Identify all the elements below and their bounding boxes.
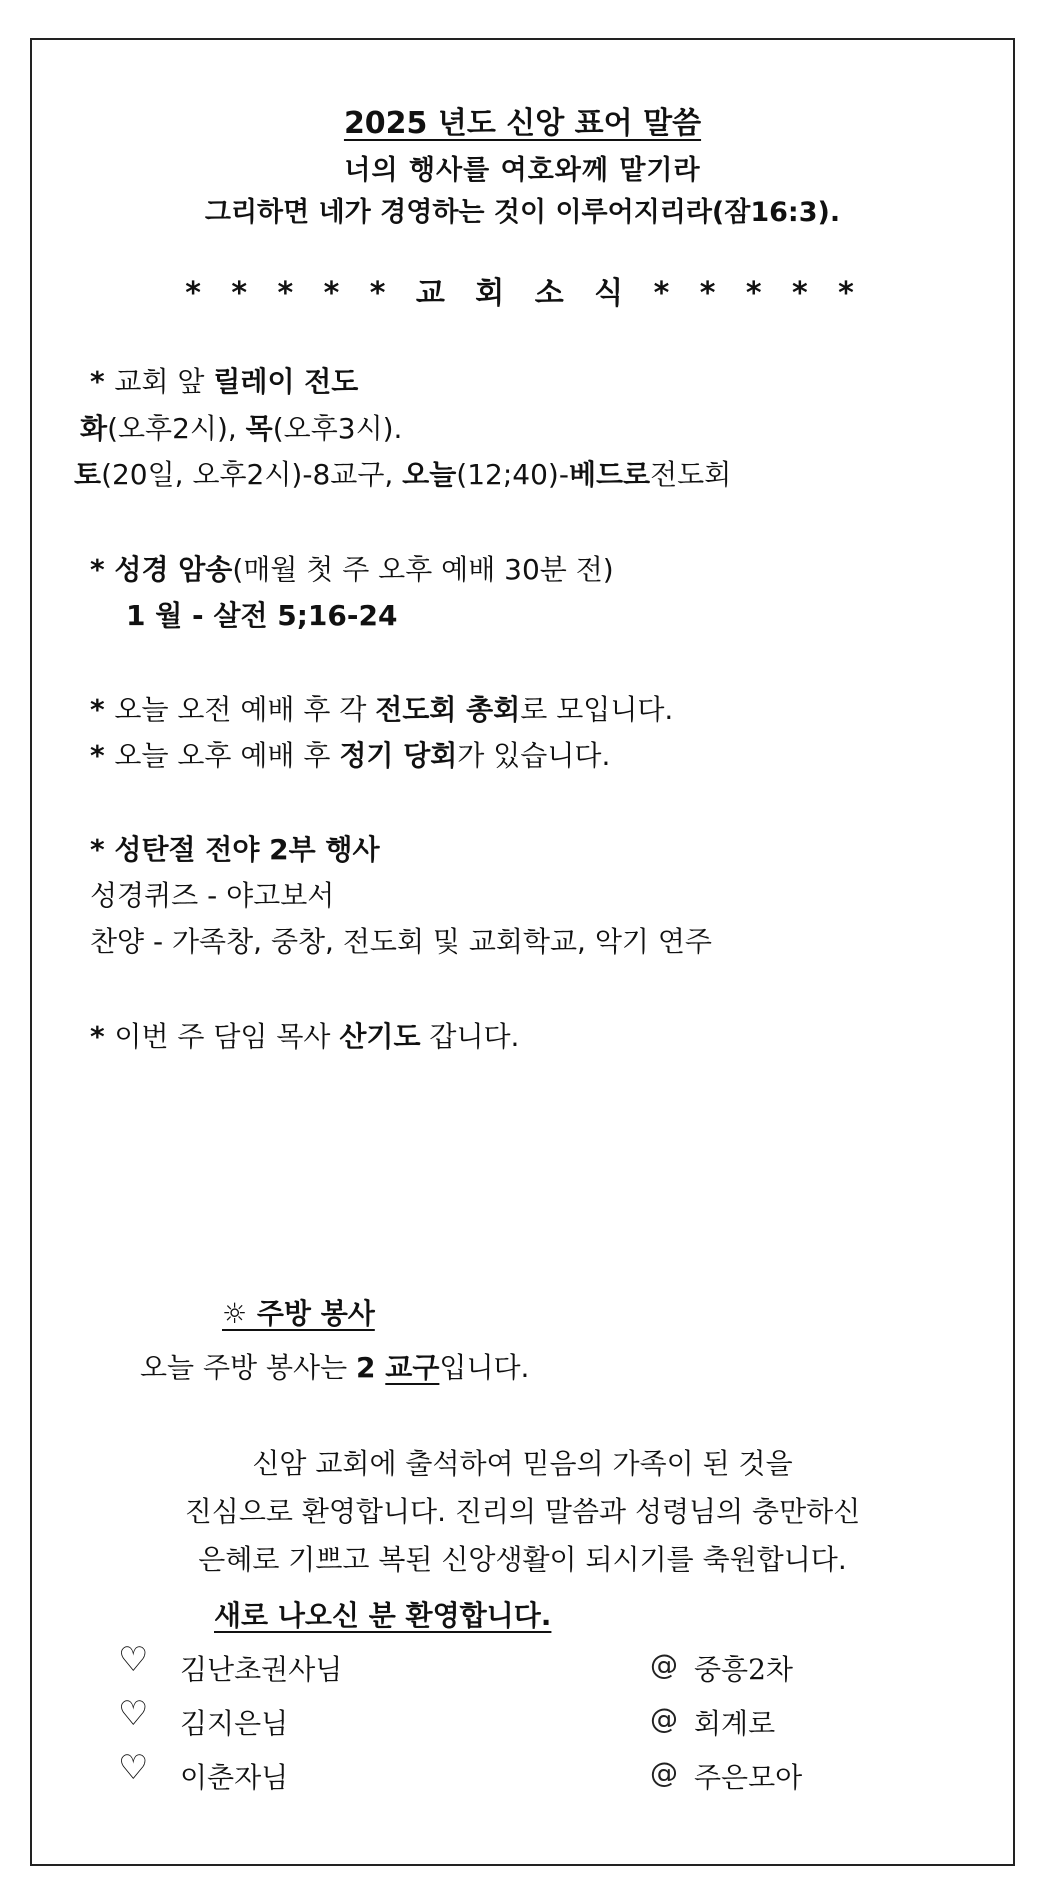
heart-outline-icon: ♡ (118, 1640, 149, 1680)
mountain-prayer-a: 이번 주 담임 목사 (114, 1020, 340, 1053)
kitchen-line-c: 교구 (385, 1351, 440, 1384)
memorize-title-a: 성경 암송 (114, 553, 233, 586)
relay-day-thu: 목 (245, 412, 273, 445)
heart-outline-icon: ♡ (118, 1694, 149, 1734)
relay-mission-group: 전도회 (650, 458, 732, 491)
relay-peter: 베드로 (568, 458, 651, 491)
newcomers-title: 새로 나오신 분 환영합니다. (214, 1599, 552, 1632)
news-header: * * * * * 교 회 소 식 * * * * * (185, 276, 860, 311)
relay-day-tue: 화 (80, 412, 108, 445)
relay-line-1 (80, 407, 402, 447)
kitchen-title: ☼ 주방 봉사 (222, 1297, 375, 1330)
kitchen-line-a: 오늘 주방 봉사는 (140, 1351, 357, 1384)
mountain-prayer-b: 산기도 (339, 1020, 421, 1053)
welcome-line-2: 진심으로 환영합니다. 진리의 말씀과 성령님의 충만하신 (184, 1495, 861, 1528)
christmas-line-1: 성경퀴즈 - 야고보서 (90, 879, 335, 912)
announcement-1-b: 전도회 총회 (375, 693, 521, 726)
memorize-title-b: (매월 첫 주 오후 예배 30분 전) (232, 553, 614, 586)
kitchen-line-d: 입니다. (439, 1351, 530, 1384)
mountain-prayer-c: 갑니다. (420, 1020, 520, 1053)
christmas-title: * 성탄절 전야 2부 행사 (90, 833, 380, 866)
bullet: * (90, 553, 115, 586)
relay-title-b: 릴레이 전도 (213, 365, 359, 398)
relay-time-thu: (오후3시). (272, 412, 403, 445)
christmas-line-2: 찬양 - 가족창, 중창, 전도회 및 교회학교, 악기 연주 (90, 925, 712, 958)
memorize-line: 1 월 - 살전 5;16-24 (126, 599, 398, 632)
relay-sat-detail: (20일, 오후2시)-8교구, (101, 458, 403, 491)
relay-time-tue: (오후2시), (107, 412, 246, 445)
newcomer-name: 김난초권사님 (180, 1653, 343, 1686)
announcement-2-a: 오늘 오후 예배 후 (114, 739, 340, 772)
welcome-line-1: 신암 교회에 출석하여 믿음의 가족이 된 것을 (252, 1447, 793, 1480)
relay-today: 오늘 (402, 458, 457, 491)
relay-title-a: 교회 앞 (114, 365, 214, 398)
mountain-prayer (90, 1015, 519, 1055)
bullet: * (90, 739, 115, 772)
memorize-title (90, 548, 614, 588)
announcement-2-b: 정기 당회 (339, 739, 458, 772)
welcome-line-3: 은혜로 기쁘고 복된 신앙생활이 되시기를 축원합니다. (198, 1543, 847, 1576)
newcomer-location: 주은모아 (694, 1761, 803, 1794)
announcement-2-c: 가 있습니다. (457, 739, 611, 772)
bullet: * (90, 693, 115, 726)
at-symbol: @ (650, 1702, 678, 1735)
announcement-1 (90, 688, 673, 728)
heart-outline-icon: ♡ (118, 1748, 149, 1788)
relay-day-sat: 토 (74, 458, 102, 491)
verse-line-2: 그리하면 네가 경영하는 것이 이루어지리라(잠16:3). (204, 197, 841, 228)
newcomer-location: 중흥2차 (694, 1653, 793, 1686)
kitchen-line (140, 1346, 529, 1386)
newcomer-name: 이춘자님 (180, 1761, 289, 1794)
relay-line-2 (74, 453, 731, 493)
at-symbol: @ (650, 1756, 678, 1789)
kitchen-line-b: 2 (356, 1351, 386, 1384)
bullet: * (90, 1020, 115, 1053)
verse-line-1: 너의 행사를 여호와께 맡기라 (344, 155, 701, 186)
announcement-2 (90, 734, 610, 774)
bullet: * (90, 365, 115, 398)
announcement-1-a: 오늘 오전 예배 후 각 (114, 693, 376, 726)
newcomer-name: 김지은님 (180, 1707, 289, 1740)
newcomer-location: 회계로 (694, 1707, 776, 1740)
verse-title: 2025 년도 신앙 표어 말씀 (343, 106, 702, 141)
relay-today-time: (12;40)- (456, 458, 569, 491)
at-symbol: @ (650, 1648, 678, 1681)
relay-title (90, 360, 358, 400)
announcement-1-c: 로 모입니다. (520, 693, 674, 726)
